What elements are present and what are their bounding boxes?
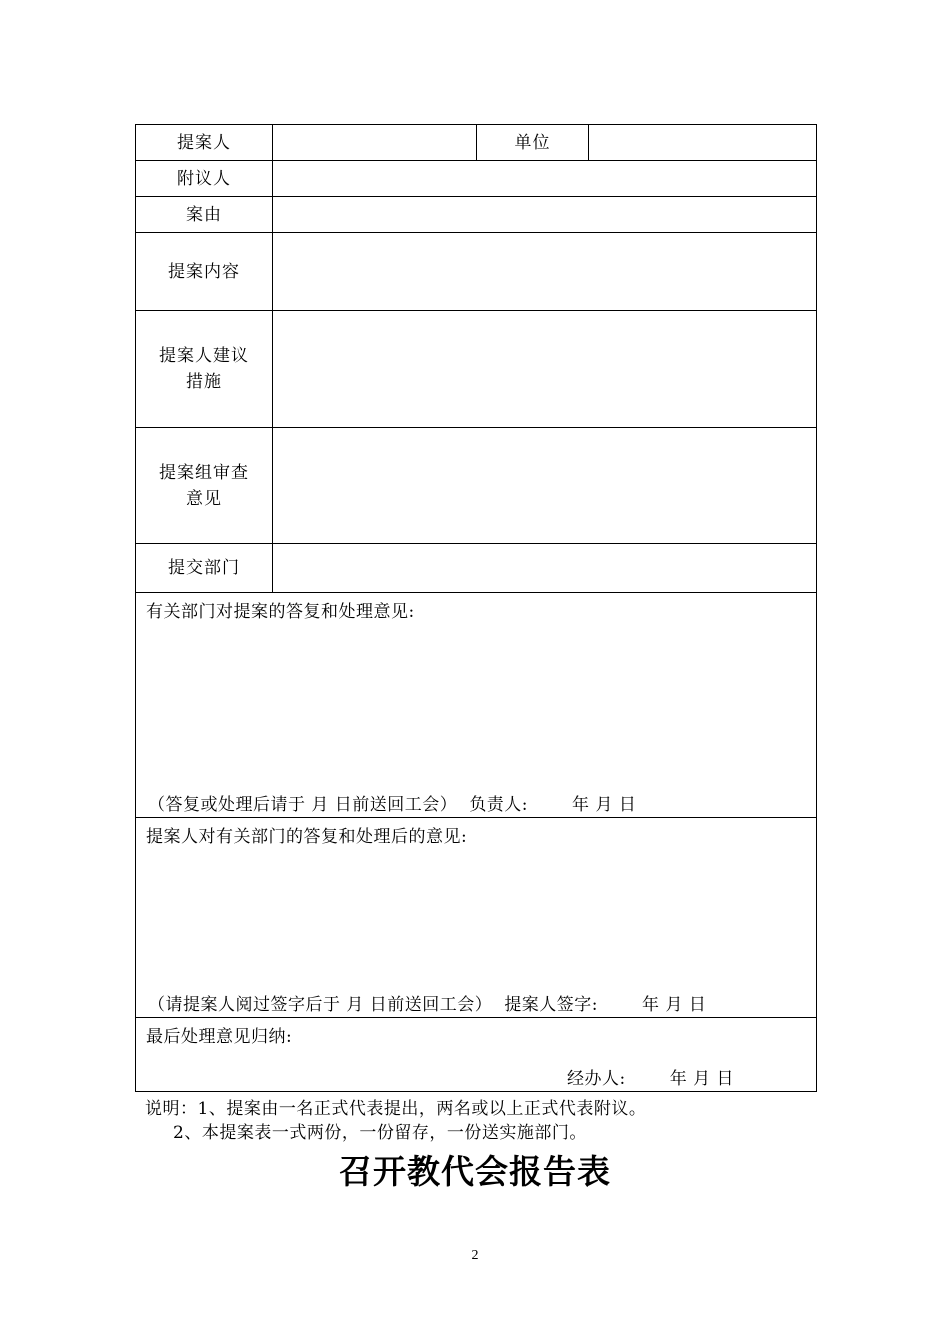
dept-reply-note: （答复或处理后请于 月 日前送回工会） [148,795,458,815]
proposer-field[interactable] [273,125,477,161]
page-number: 2 [471,1248,479,1263]
final-month: 月 [693,1069,711,1089]
measures-label [136,311,273,428]
proposer-opinion-footer [148,990,706,1015]
cosigner-field[interactable] [273,161,817,197]
dept-reply-month: 月 [595,795,613,815]
measures-field[interactable] [273,311,817,428]
review-label-line2: 意见 [186,488,222,509]
note-line-2: 2、本提案表一式两份，一份留存，一份送实施部门。 [173,1123,587,1143]
proposer-opinion-note: （请提案人阅过签字后于 月 日前送回工会） [148,995,493,1015]
proposer-opinion-year: 年 [642,995,660,1015]
measures-label-line1: 提案人建议 [159,346,249,366]
notes [145,1097,646,1145]
handler-label: 经办人: [567,1069,626,1089]
subject-label: 案由 [136,197,273,233]
row-cosigner [136,161,817,197]
row-proposer-opinion [136,818,817,1018]
row-measures [136,311,817,428]
row-submit-dept [136,544,817,593]
dept-reply-footer [148,790,636,815]
responsible-label: 负责人: [469,795,529,815]
final-heading: 最后处理意见归纳: [146,1027,293,1047]
content-field[interactable] [273,233,817,311]
unit-label: 单位 [477,125,589,161]
review-field[interactable] [273,428,817,544]
note-line-1: 说明：1、提案由一名正式代表提出，两名或以上正式代表附议。 [145,1099,647,1119]
row-dept-reply [136,593,817,818]
proposer-opinion-heading: 提案人对有关部门的答复和处理后的意见: [146,827,468,847]
unit-field[interactable] [589,125,817,161]
dept-reply-heading: 有关部门对提案的答复和处理意见: [146,602,415,622]
cosigner-label: 附议人 [136,161,273,197]
proposal-form-table [135,124,817,1092]
proposer-opinion-day: 日 [688,995,707,1015]
subject-field[interactable] [273,197,817,233]
row-content [136,233,817,311]
final-field[interactable] [136,1018,817,1092]
next-section-title: 召开教代会报告表 [339,1152,611,1191]
row-subject [136,197,817,233]
measures-label-line2: 措施 [186,372,222,392]
final-footer [567,1064,734,1089]
dept-reply-day: 日 [618,795,637,815]
signature-label: 提案人签字: [504,995,599,1015]
submit-dept-field[interactable] [273,544,817,593]
proposer-opinion-month: 月 [665,995,683,1015]
proposer-opinion-field[interactable] [136,818,817,1018]
row-review [136,428,817,544]
final-year: 年 [669,1069,688,1089]
final-day: 日 [716,1069,735,1089]
submit-dept-label: 提交部门 [136,544,273,593]
content-label: 提案内容 [136,233,273,311]
row-proposer [136,125,817,161]
proposer-label: 提案人 [136,125,273,161]
review-label [136,428,273,544]
review-label-line1: 提案组审查 [159,462,249,483]
dept-reply-field[interactable] [136,593,817,818]
dept-reply-year: 年 [572,795,590,815]
row-final [136,1018,817,1092]
